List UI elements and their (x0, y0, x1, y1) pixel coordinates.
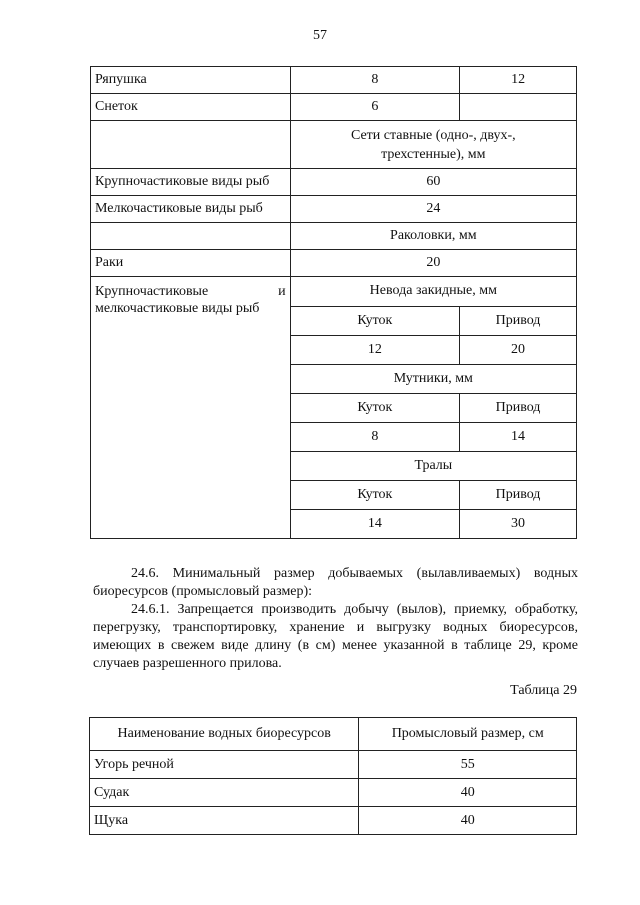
gear-subtable (291, 277, 576, 538)
table-row (90, 751, 577, 779)
cell-value: 24 (290, 196, 576, 223)
fish-name: Снеток (91, 94, 291, 121)
table-row (90, 779, 577, 807)
cell-value: 8 (290, 67, 460, 94)
table-row (91, 277, 577, 539)
group-name-part2: и (278, 284, 286, 299)
paragraph-24-6-1: 24.6.1. Запрещается производить добычу (вылов), приемку, обработку, перегрузку, транспортировку, хранение и выгрузку водных биоресурсов, имеющих в свежем виде длину (в см) менее указанной в таблице 29, кроме случаев разрешенного прилова. (93, 602, 578, 671)
fish-group-name (91, 277, 291, 539)
table-row (91, 94, 577, 121)
commercial-size-table (89, 717, 577, 835)
group-name-line2: мелкочастиковые виды рыб (95, 301, 260, 316)
section-title: Мутники, мм (291, 364, 576, 393)
page-number: 57 (313, 28, 327, 43)
col-header: Привод (460, 306, 576, 335)
cell-value: 30 (460, 509, 576, 538)
table-row (91, 250, 577, 277)
size-value: 40 (359, 807, 577, 835)
cell-value: 14 (291, 509, 460, 538)
species-name: Судак (90, 779, 359, 807)
table-row (90, 807, 577, 835)
table-row (91, 223, 577, 250)
cell-value: 12 (291, 335, 460, 364)
cell-value: 8 (291, 422, 460, 451)
size-value: 55 (359, 751, 577, 779)
table-header-row (90, 718, 577, 751)
section-header: Сети ставные (одно-, двух-, трехстенные), мм (290, 121, 576, 169)
table-row (91, 121, 577, 169)
group-name-part1: Крупночастиковые (95, 284, 209, 299)
section-header: Раколовки, мм (290, 223, 576, 250)
cell-value: 60 (290, 169, 576, 196)
fish-name: Мелкочастиковые виды рыб (91, 196, 291, 223)
section-title: Тралы (291, 451, 576, 480)
species-name: Угорь речной (90, 751, 359, 779)
col-header: Привод (460, 393, 576, 422)
col-header: Куток (291, 306, 460, 335)
table-row (91, 196, 577, 223)
fish-name: Крупночастиковые виды рыб (91, 169, 291, 196)
empty-cell (91, 121, 291, 169)
size-value: 40 (359, 779, 577, 807)
section-title: Невода закидные, мм (291, 277, 576, 306)
table-row (91, 169, 577, 196)
cell-value: 6 (290, 94, 460, 121)
paragraph-24-6: 24.6. Минимальный размер добываемых (вылавливаемых) водных биоресурсов (промысловый размер): (93, 566, 578, 599)
cell-value: 20 (460, 335, 576, 364)
fish-name: Раки (91, 250, 291, 277)
col-header: Привод (460, 480, 576, 509)
table-caption: Таблица 29 (510, 683, 577, 698)
cell-value: 14 (460, 422, 576, 451)
column-header: Промысловый размер, см (359, 718, 577, 751)
cell-value: 12 (460, 67, 577, 94)
species-name: Щука (90, 807, 359, 835)
table-row (91, 67, 577, 94)
cell-value (460, 94, 577, 121)
mesh-size-table (90, 66, 577, 539)
col-header: Куток (291, 393, 460, 422)
gear-sections (290, 277, 576, 539)
cell-value: 20 (290, 250, 576, 277)
col-header: Куток (291, 480, 460, 509)
column-header: Наименование водных биоресурсов (90, 718, 359, 751)
fish-name: Ряпушка (91, 67, 291, 94)
empty-cell (91, 223, 291, 250)
